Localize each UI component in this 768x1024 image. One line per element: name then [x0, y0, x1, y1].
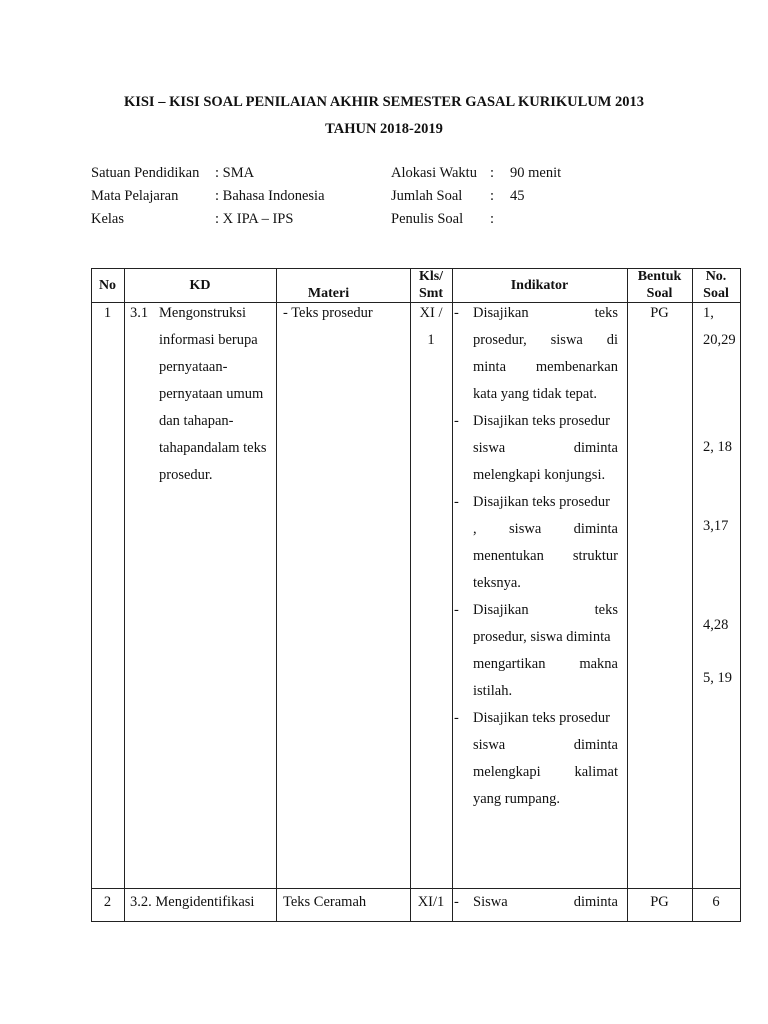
indikator-word: melengkapi — [473, 764, 541, 780]
header-no: No — [98, 278, 117, 293]
indikator-word: prosedur, siswa diminta — [473, 629, 611, 645]
meta-alokasi-colon: : — [490, 165, 495, 181]
meta-penulis-colon: : — [490, 211, 495, 227]
indikator-line — [473, 516, 618, 543]
meta-jumlah-label: Jumlah Soal — [391, 188, 463, 204]
indikator-word: Disajikan — [473, 602, 529, 618]
indikator-word: siswa — [473, 737, 506, 753]
row1-bentuk: PG — [650, 305, 669, 321]
indikator-word: Disajikan teks prosedur — [473, 494, 610, 510]
indikator-bullet: - — [454, 413, 459, 429]
meta-penulis-label: Penulis Soal — [391, 211, 464, 227]
indikator-line — [473, 543, 618, 570]
indikator-word: diminta — [573, 440, 618, 456]
row1-kd-line: pernyataan umum — [159, 386, 264, 402]
indikator-line — [473, 678, 618, 705]
meta-jumlah-colon: : — [490, 188, 495, 204]
indikator-word: teksnya. — [473, 575, 521, 591]
row1-kls-line1: XI / — [419, 305, 443, 321]
row2-indikator-bullet: - — [454, 894, 459, 910]
row1-nosoal-3: 2, 18 — [703, 439, 732, 455]
meta-mapel-value: : Bahasa Indonesia — [215, 188, 325, 204]
table-border-right — [740, 268, 741, 922]
row2-kd: 3.2. Mengidentifikasi — [130, 894, 255, 910]
indikator-word: makna — [579, 656, 618, 672]
header-nosoal-line1: No. — [705, 269, 727, 284]
header-kd: KD — [189, 278, 211, 293]
indikator-line — [473, 651, 618, 678]
table-border-bottom — [91, 921, 741, 922]
row1-kd-line: Mengonstruksi — [159, 305, 246, 321]
meta-alokasi-value: 90 menit — [510, 165, 562, 181]
row1-no: 1 — [103, 305, 112, 321]
indikator-line — [473, 462, 618, 489]
meta-mapel-label: Mata Pelajaran — [91, 188, 179, 204]
row2-indikator-word-2: diminta — [573, 894, 618, 910]
indikator-word: prosedur, — [473, 332, 527, 348]
indikator-line — [473, 705, 618, 732]
col-divider-indikator — [627, 268, 628, 922]
indikator-word: Disajikan teks prosedur — [473, 710, 610, 726]
col-divider-kd — [276, 268, 277, 922]
indikator-line — [473, 489, 618, 516]
indikator-bullet: - — [454, 494, 459, 510]
indikator-word: , — [473, 521, 477, 537]
indikator-line — [473, 624, 618, 651]
row1-nosoal-5: 4,28 — [703, 617, 729, 633]
row1-kd-line: tahapandalam teks — [159, 440, 267, 456]
indikator-word: kata yang tidak tepat. — [473, 386, 598, 402]
kisi-kisi-table — [91, 268, 741, 922]
indikator-word: mengartikan — [473, 656, 546, 672]
indikator-line — [473, 354, 618, 381]
indikator-word: kalimat — [574, 764, 618, 780]
row2-indikator — [473, 889, 618, 916]
indikator-word: Disajikan teks prosedur — [473, 413, 610, 429]
indikator-line — [473, 408, 618, 435]
col-divider-kls — [452, 268, 453, 922]
row1-kls-line2: 1 — [427, 332, 435, 348]
row1-nosoal-6: 5, 19 — [703, 670, 732, 686]
row2-no: 2 — [103, 894, 112, 910]
indikator-word: menentukan — [473, 548, 544, 564]
document-title: KISI – KISI SOAL PENILAIAN AKHIR SEMESTER GASAL KURIKULUM 2013 — [123, 94, 645, 110]
indikator-word: teks — [594, 305, 618, 321]
indikator-line — [473, 327, 618, 354]
row2-bentuk: PG — [650, 894, 669, 910]
header-bentuk-line2: Soal — [646, 286, 673, 301]
header-kls-line2: Smt — [418, 286, 444, 301]
row1-nosoal-1: 1, — [703, 305, 714, 321]
indikator-word: siswa — [509, 521, 542, 537]
row2-materi: Teks Ceramah — [283, 894, 367, 910]
indikator-word: melengkapi konjungsi. — [473, 467, 606, 483]
row1-kd-line: prosedur. — [159, 467, 213, 483]
meta-alokasi-label: Alokasi Waktu — [391, 165, 477, 181]
indikator-word: struktur — [572, 548, 618, 564]
header-kls-line1: Kls/ — [418, 269, 444, 284]
indikator-bullet: - — [454, 710, 459, 726]
indikator-line — [473, 300, 618, 327]
row1-kd-text — [159, 300, 274, 489]
meta-kelas-value: : X IPA – IPS — [215, 211, 294, 227]
header-nosoal-line2: Soal — [703, 286, 729, 301]
indikator-line — [473, 381, 618, 408]
meta-kelas-label: Kelas — [91, 211, 125, 227]
indikator-line — [473, 435, 618, 462]
col-divider-no — [124, 268, 125, 922]
indikator-line — [473, 786, 618, 813]
meta-satuan-label: Satuan Pendidikan — [91, 165, 200, 181]
indikator-line — [473, 597, 618, 624]
indikator-word: membenarkan — [535, 359, 618, 375]
row1-kd-line: dan tahapan- — [159, 413, 234, 429]
table-border-left — [91, 268, 92, 922]
indikator-word: istilah. — [473, 683, 513, 699]
header-materi: Materi — [307, 286, 350, 301]
indikator-bullet: - — [454, 305, 459, 321]
header-bentuk-line1: Bentuk — [637, 269, 682, 284]
meta-satuan-value: : SMA — [215, 165, 255, 181]
indikator-word: siswa — [473, 440, 506, 456]
indikator-line — [473, 732, 618, 759]
indikator-bullet: - — [454, 602, 459, 618]
header-indikator: Indikator — [510, 278, 569, 293]
row2-nosoal: 6 — [712, 894, 720, 910]
indikator-word: siswa — [550, 332, 583, 348]
row1-kd-line: pernyataan- — [159, 359, 228, 375]
indikator-word: diminta — [573, 737, 618, 753]
indikator-word: di — [606, 332, 618, 348]
row1-kd-number: 3.1 — [130, 305, 149, 321]
row2-indikator-word-1: Siswa — [473, 894, 508, 910]
meta-jumlah-value: 45 — [510, 188, 525, 204]
row1-kd-line: informasi berupa — [159, 332, 258, 348]
col-divider-materi — [410, 268, 411, 922]
indikator-word: minta — [473, 359, 507, 375]
indikator-line — [473, 759, 618, 786]
document-subtitle-year: TAHUN 2018-2019 — [325, 121, 443, 137]
row2-kls: XI/1 — [417, 894, 445, 910]
indikator-word: diminta — [573, 521, 618, 537]
indikator-word: teks — [594, 602, 618, 618]
indikator-word: Disajikan — [473, 305, 529, 321]
indikator-word: yang rumpang. — [473, 791, 560, 807]
row1-nosoal-4: 3,17 — [703, 518, 729, 534]
row1-materi: - Teks prosedur — [283, 305, 373, 321]
col-divider-bentuk — [692, 268, 693, 922]
row1-nosoal-2: 20,29 — [703, 332, 736, 348]
indikator-line — [473, 570, 618, 597]
